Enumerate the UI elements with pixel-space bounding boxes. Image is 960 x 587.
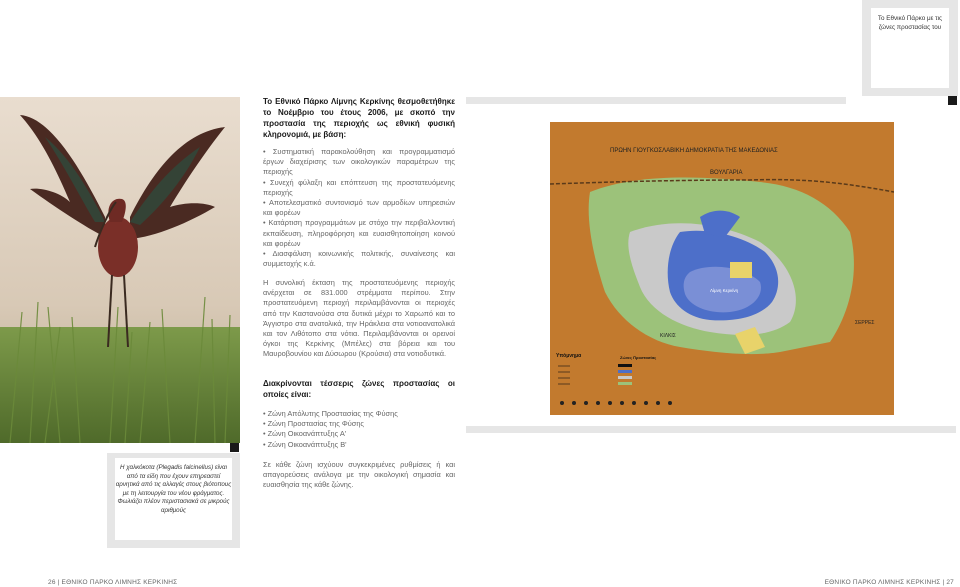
corner-mark [230, 443, 239, 452]
goals-list [263, 147, 455, 269]
list-item: • Ζώνη Οικοανάπτυξης Α' [263, 429, 347, 439]
map-label-serres: ΣΕΡΡΕΣ [855, 320, 875, 326]
divider-bar [466, 426, 956, 433]
list-item: • Αποτελεσματικό συντονισμό των αρμοδίων υπηρεσιών και φορέων [263, 198, 455, 218]
list-item: • Κατάρτιση προγραμμάτων με στόχο την περιβαλλοντική εκπαίδευση, πληροφόρηση και ευαισθητοποίηση κοινού και φορέων [263, 218, 455, 248]
protection-zones-map [550, 122, 894, 415]
zones-paragraph: Σε κάθε ζώνη ισχύουν συγκεκριμένες ρυθμίσεις ή και απαγορεύσεις ανάλογα με την οικολογική σημασία και ευαισθησία της κάθε ζώνης. [263, 460, 455, 490]
map-label-fyrom: ΠΡΩΗΝ ΓΙΟΥΓΚΟΣΛΑΒΙΚΗ ΔΗΜΟΚΡΑΤΙΑ ΤΗΣ ΜΑΚΕΔΟΝΙΑΣ [610, 148, 778, 154]
ibis-photo [0, 97, 240, 443]
footer-left: 26 | ΕΘΝΙΚΟ ΠΑΡΚΟ ΛΙΜΝΗΣ ΚΕΡΚΙΝΗΣ [48, 579, 178, 586]
photo-caption: Η χαλκόκοτα (Plegadis falcinellus) είναι από τα είδη που έχουν επηρεαστεί αρνητικά από τις αλλαγές στους βιότοπους με τη λειτουργία του νέου φράγματος. Φωλιάζει πλέον περιστασιακά σε μικρούς αριθμούς [115, 458, 232, 540]
zones-heading: Διακρίνονται τέσσερις ζώνες προστασίας οι οποίες είναι: [263, 379, 455, 399]
list-item: • Ζώνη Οικοανάπτυξης Β' [263, 439, 347, 449]
intro-heading: Το Εθνικό Πάρκο Λίμνης Κερκίνης θεσμοθετήθηκε το Νοέμβριο του έτους 2006, με σκοπό την προστασία της περιοχής ως εθνική φυσική κληρονομιά, με βάση: [263, 97, 455, 139]
map-legend-zones-title: Ζώνες Προστασίας [620, 355, 657, 360]
list-item: • Ζώνη Απόλυτης Προστασίας της Φύσης [263, 409, 398, 418]
map-label-lake: Λίμνη Κερκίνη [710, 288, 739, 293]
list-item: • Συνεχή φύλαξη και επόπτευση της προστατευόμενης περιοχής [263, 177, 455, 197]
area-paragraph: Η συνολική έκταση της προστατευόμενης περιοχής ανέρχεται σε 831.000 στρέμματα περίπου. Στην προστατευόμενη περιοχή περιλαμβάνονται οι περιοχές από την Καστανούσα στα δυτικά μέχρι το Χαρωπό και το Άγγιστρο στα ανατολικά, την Ηράκλεια στα νοτιοανατολικά και τον Λιθότοπο στα νότια. Περιλαμβάνονται οι ορεινοί όγκοι της Κερκίνης (Μπέλες) στα βόρεια και του Μαυροβουνίου και Δύσωρου (Κρούσια) στα νοτιοδυτικά. [263, 278, 455, 359]
corner-mark [948, 96, 957, 105]
divider-bar [466, 97, 846, 104]
map-legend-title: Υπόμνημα [556, 353, 582, 359]
list-item: • Συστηματική παρακολούθηση και προγραμματισμό έργων διαχείρισης των οικολογικών παραμέτρων της περιοχής [263, 147, 455, 177]
zones-list [263, 409, 455, 450]
list-item: • Διασφάλιση κοινωνικής πολιτικής, συναίνεσης και συμμετοχής κ.ά. [263, 249, 455, 269]
footer-right: ΕΘΝΙΚΟ ΠΑΡΚΟ ΛΙΜΝΗΣ ΚΕΡΚΙΝΗΣ | 27 [824, 579, 954, 586]
corner-tab-label: Το Εθνικό Πάρκο με τις ζώνες προστασίας του [871, 8, 949, 88]
map-label-bulgaria: ΒΟΥΛΓΑΡΙΑ [710, 170, 743, 176]
map-label-kilkis: ΚΙΛΚΙΣ [660, 333, 676, 339]
list-item: • Ζώνη Προστασίας της Φύσης [263, 419, 364, 429]
